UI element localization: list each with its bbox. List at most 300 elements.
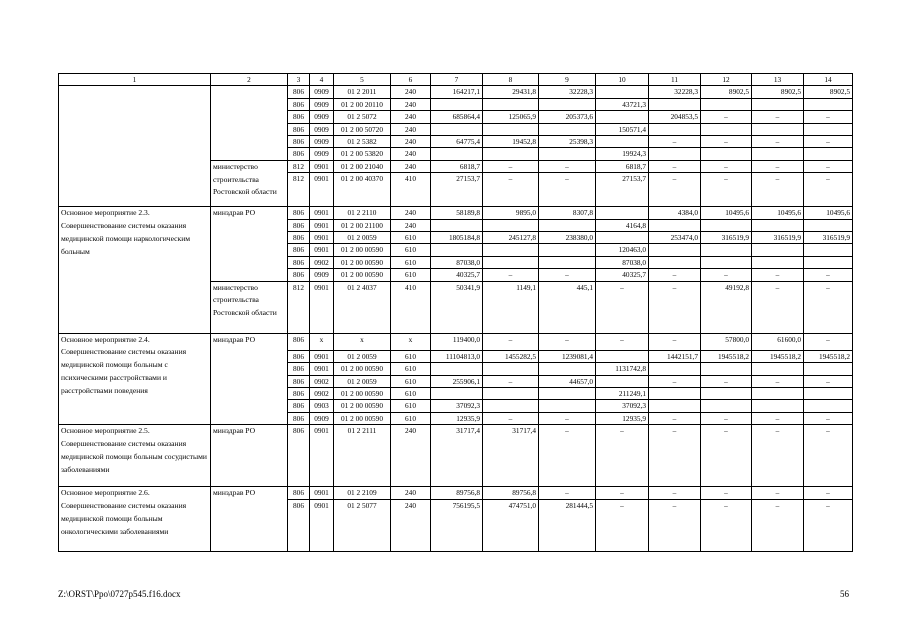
cell-year-2020 [804, 148, 853, 160]
cell-year-2014: 9895,0 [483, 207, 539, 219]
cell-csr: 01 2 5077 [334, 499, 391, 551]
header-cell-year-2014: 8 [483, 74, 539, 86]
cell-year-2017 [649, 387, 701, 399]
cell-year-2020: – [804, 499, 853, 551]
footer-file-path: Z:\ORST\Ppo\0727p545.f16.docx [58, 589, 181, 599]
cell-rzpr: 0909 [310, 412, 334, 424]
cell-year-2017 [649, 98, 701, 110]
cell-year-2020: – [804, 425, 853, 487]
cell-year-2017: 253474,0 [649, 232, 701, 244]
cell-year-2018: 1945518,2 [701, 350, 752, 362]
cell-vr: 240 [391, 136, 431, 148]
cell-year-2014: 474751,0 [483, 499, 539, 551]
cell-total [431, 98, 483, 110]
cell-year-2014: 89756,8 [483, 487, 539, 499]
cell-year-2019: – [752, 160, 804, 172]
cell-vr: 610 [391, 350, 431, 362]
cell-year-2017: 1442151,7 [649, 350, 701, 362]
cell-year-2016 [596, 207, 649, 219]
cell-year-2020: – [804, 160, 853, 172]
cell-grbs: 806 [288, 219, 310, 231]
cell-vr: 610 [391, 232, 431, 244]
activity-name-cell: Основное мероприятие 2.6. Совершенствование системы оказания медицинской помощи больным онкологическими заболеваниями [59, 487, 211, 551]
cell-year-2014: 31717,4 [483, 425, 539, 487]
executor-cell: министерство строительства Ростовской области [211, 160, 288, 206]
header-cell-csr: 5 [334, 74, 391, 86]
cell-year-2019 [752, 387, 804, 399]
cell-year-2017: – [649, 333, 701, 350]
cell-year-2016: – [596, 487, 649, 499]
cell-vr: x [391, 333, 431, 350]
cell-grbs: 812 [288, 173, 310, 207]
cell-year-2019 [752, 98, 804, 110]
cell-grbs: 806 [288, 232, 310, 244]
cell-year-2019 [752, 244, 804, 256]
cell-year-2017: – [649, 173, 701, 207]
cell-total [431, 244, 483, 256]
cell-rzpr: 0902 [310, 375, 334, 387]
cell-csr: 01 2 5382 [334, 136, 391, 148]
cell-year-2016: 12935,9 [596, 412, 649, 424]
cell-year-2017: 32228,3 [649, 86, 701, 98]
cell-year-2016: 1131742,8 [596, 363, 649, 375]
cell-year-2017: 4384,0 [649, 207, 701, 219]
table-row [59, 86, 853, 98]
cell-year-2014: – [483, 173, 539, 207]
cell-year-2015: 8307,8 [539, 207, 596, 219]
cell-year-2017: – [649, 160, 701, 172]
executor-cell: минздрав РО [211, 207, 288, 281]
cell-year-2018: – [701, 111, 752, 123]
cell-total: 27153,7 [431, 173, 483, 207]
cell-year-2016: 87038,0 [596, 256, 649, 268]
cell-year-2018: 316519,9 [701, 232, 752, 244]
cell-year-2015 [539, 363, 596, 375]
cell-year-2015: – [539, 412, 596, 424]
cell-grbs: 806 [288, 148, 310, 160]
cell-grbs: 806 [288, 412, 310, 424]
cell-year-2014 [483, 148, 539, 160]
cell-year-2016: 120463,0 [596, 244, 649, 256]
cell-year-2014: – [483, 412, 539, 424]
cell-year-2019: – [752, 173, 804, 207]
cell-year-2015: 25398,3 [539, 136, 596, 148]
table-row [59, 487, 853, 499]
cell-year-2020 [804, 363, 853, 375]
cell-vr: 240 [391, 98, 431, 110]
cell-year-2018: – [701, 375, 752, 387]
cell-csr: 01 2 00 00590 [334, 256, 391, 268]
cell-vr: 610 [391, 375, 431, 387]
header-cell-grbs: 3 [288, 74, 310, 86]
cell-year-2018 [701, 123, 752, 135]
cell-csr: 01 2 00 00590 [334, 244, 391, 256]
cell-year-2016: 150571,4 [596, 123, 649, 135]
cell-year-2015: 1239081,4 [539, 350, 596, 362]
cell-csr: 01 2 2011 [334, 86, 391, 98]
cell-vr: 240 [391, 487, 431, 499]
cell-year-2018 [701, 244, 752, 256]
cell-total: 255906,1 [431, 375, 483, 387]
cell-year-2015: 44657,0 [539, 375, 596, 387]
executor-cell: минздрав РО [211, 487, 288, 551]
cell-year-2019 [752, 256, 804, 268]
cell-year-2017: – [649, 269, 701, 281]
cell-vr: 610 [391, 244, 431, 256]
cell-year-2019: 10495,6 [752, 207, 804, 219]
cell-rzpr: 0901 [310, 207, 334, 219]
cell-total: 685864,4 [431, 111, 483, 123]
cell-grbs: 806 [288, 207, 310, 219]
cell-year-2018: – [701, 269, 752, 281]
table-row [59, 333, 853, 350]
cell-year-2014 [483, 387, 539, 399]
cell-rzpr: 0903 [310, 400, 334, 412]
cell-rzpr: 0901 [310, 160, 334, 172]
executor-cell: минздрав РО [211, 333, 288, 424]
cell-year-2016: 4164,8 [596, 219, 649, 231]
cell-rzpr: 0909 [310, 86, 334, 98]
table-row [59, 207, 853, 219]
cell-year-2019 [752, 148, 804, 160]
cell-vr: 240 [391, 111, 431, 123]
cell-total: 37092,3 [431, 400, 483, 412]
cell-year-2018: 57800,0 [701, 333, 752, 350]
cell-csr: 01 2 00 21040 [334, 160, 391, 172]
cell-year-2016: 211249,1 [596, 387, 649, 399]
cell-year-2017: 204853,5 [649, 111, 701, 123]
cell-year-2018: 10495,6 [701, 207, 752, 219]
activity-name-cell: Основное мероприятие 2.5. Совершенствование системы оказания медицинской помощи больным сосудистыми заболеваниями [59, 425, 211, 487]
cell-csr: 01 2 2109 [334, 487, 391, 499]
cell-grbs: 806 [288, 363, 310, 375]
cell-year-2015 [539, 148, 596, 160]
cell-total [431, 148, 483, 160]
cell-csr: 01 2 00 50720 [334, 123, 391, 135]
cell-year-2016: 40325,7 [596, 269, 649, 281]
cell-csr: x [334, 333, 391, 350]
cell-vr: 410 [391, 173, 431, 207]
cell-total [431, 387, 483, 399]
cell-vr: 240 [391, 207, 431, 219]
cell-csr: 01 2 00 00590 [334, 412, 391, 424]
cell-total: 756195,5 [431, 499, 483, 551]
cell-total: 6818,7 [431, 160, 483, 172]
cell-year-2018 [701, 148, 752, 160]
header-cell-year-2020: 14 [804, 74, 853, 86]
cell-year-2014 [483, 244, 539, 256]
cell-grbs: 806 [288, 375, 310, 387]
cell-csr: 01 2 0059 [334, 375, 391, 387]
cell-year-2015 [539, 256, 596, 268]
cell-year-2016: 37092,3 [596, 400, 649, 412]
cell-year-2015: – [539, 333, 596, 350]
cell-grbs: 812 [288, 160, 310, 172]
cell-year-2014: – [483, 333, 539, 350]
cell-year-2015: – [539, 425, 596, 487]
cell-year-2016 [596, 136, 649, 148]
cell-year-2018 [701, 363, 752, 375]
cell-year-2019 [752, 123, 804, 135]
cell-csr: 01 2 00 00590 [334, 387, 391, 399]
cell-year-2015 [539, 400, 596, 412]
cell-csr: 01 2 00 21100 [334, 219, 391, 231]
activity-name-cell: Основное мероприятие 2.3. Совершенствование системы оказания медицинской помощи наркологическим больным [59, 207, 211, 333]
cell-year-2018: 8902,5 [701, 86, 752, 98]
cell-year-2017: – [649, 499, 701, 551]
cell-year-2017: – [649, 375, 701, 387]
cell-grbs: 806 [288, 333, 310, 350]
executor-cell: минздрав РО [211, 425, 288, 487]
cell-year-2015: 445,1 [539, 281, 596, 333]
cell-rzpr: 0909 [310, 111, 334, 123]
cell-total: 1805184,8 [431, 232, 483, 244]
cell-rzpr: 0901 [310, 363, 334, 375]
cell-year-2020 [804, 123, 853, 135]
cell-year-2014 [483, 219, 539, 231]
cell-rzpr: 0909 [310, 123, 334, 135]
cell-vr: 240 [391, 499, 431, 551]
cell-year-2020 [804, 244, 853, 256]
cell-grbs: 806 [288, 499, 310, 551]
cell-year-2015 [539, 98, 596, 110]
cell-year-2020 [804, 400, 853, 412]
cell-csr: 01 2 2111 [334, 425, 391, 487]
cell-year-2020: – [804, 412, 853, 424]
cell-year-2019 [752, 400, 804, 412]
cell-year-2016: – [596, 333, 649, 350]
header-cell-year-2019: 13 [752, 74, 804, 86]
cell-year-2020: 8902,5 [804, 86, 853, 98]
header-cell-program-name: 1 [59, 74, 211, 86]
cell-total: 119400,0 [431, 333, 483, 350]
cell-year-2015: – [539, 487, 596, 499]
cell-year-2014: 1455282,5 [483, 350, 539, 362]
cell-grbs: 806 [288, 487, 310, 499]
cell-grbs: 806 [288, 111, 310, 123]
cell-year-2015 [539, 387, 596, 399]
cell-year-2018: – [701, 160, 752, 172]
cell-vr: 610 [391, 363, 431, 375]
header-cell-year-2015: 9 [539, 74, 596, 86]
cell-rzpr: 0901 [310, 232, 334, 244]
header-cell-year-2016: 10 [596, 74, 649, 86]
cell-total: 50341,9 [431, 281, 483, 333]
cell-year-2020 [804, 98, 853, 110]
cell-csr: 01 2 5072 [334, 111, 391, 123]
cell-csr: 01 2 00 53820 [334, 148, 391, 160]
cell-year-2014 [483, 363, 539, 375]
cell-year-2018: – [701, 136, 752, 148]
cell-year-2014 [483, 400, 539, 412]
cell-year-2018: – [701, 173, 752, 207]
cell-grbs: 806 [288, 350, 310, 362]
cell-rzpr: 0901 [310, 499, 334, 551]
cell-year-2017: – [649, 487, 701, 499]
header-cell-vr: 6 [391, 74, 431, 86]
cell-total [431, 123, 483, 135]
cell-grbs: 806 [288, 123, 310, 135]
cell-year-2015: – [539, 173, 596, 207]
cell-rzpr: 0901 [310, 350, 334, 362]
cell-year-2015: 238380,0 [539, 232, 596, 244]
cell-grbs: 806 [288, 244, 310, 256]
cell-year-2019: 61600,0 [752, 333, 804, 350]
cell-total [431, 219, 483, 231]
cell-year-2020 [804, 387, 853, 399]
cell-year-2017 [649, 400, 701, 412]
cell-year-2014: – [483, 269, 539, 281]
cell-grbs: 806 [288, 269, 310, 281]
cell-year-2019: 8902,5 [752, 86, 804, 98]
cell-grbs: 806 [288, 400, 310, 412]
cell-vr: 240 [391, 425, 431, 487]
cell-grbs: 806 [288, 387, 310, 399]
cell-year-2018: – [701, 499, 752, 551]
header-row [59, 74, 853, 86]
cell-total: 11104813,0 [431, 350, 483, 362]
cell-year-2019: 1945518,2 [752, 350, 804, 362]
cell-vr: 240 [391, 160, 431, 172]
cell-year-2015: 32228,3 [539, 86, 596, 98]
cell-year-2017: – [649, 425, 701, 487]
cell-year-2020: – [804, 136, 853, 148]
cell-total: 12935,9 [431, 412, 483, 424]
cell-year-2017 [649, 219, 701, 231]
cell-year-2016: – [596, 425, 649, 487]
cell-csr: 01 2 0059 [334, 232, 391, 244]
cell-grbs: 806 [288, 425, 310, 487]
cell-year-2019: – [752, 412, 804, 424]
cell-csr: 01 2 2110 [334, 207, 391, 219]
header-cell-year-2017: 11 [649, 74, 701, 86]
cell-year-2020: – [804, 281, 853, 333]
cell-year-2020: – [804, 333, 853, 350]
cell-csr: 01 2 00 40370 [334, 173, 391, 207]
executor-cell [211, 86, 288, 160]
cell-vr: 240 [391, 148, 431, 160]
cell-year-2017 [649, 256, 701, 268]
cell-year-2020: 10495,6 [804, 207, 853, 219]
cell-vr: 240 [391, 86, 431, 98]
cell-csr: 01 2 00 00590 [334, 400, 391, 412]
cell-year-2014 [483, 123, 539, 135]
cell-total: 40325,7 [431, 269, 483, 281]
header-cell-year-2018: 12 [701, 74, 752, 86]
cell-year-2016: 19924,3 [596, 148, 649, 160]
cell-year-2017 [649, 244, 701, 256]
cell-year-2018: – [701, 425, 752, 487]
cell-year-2015: 205373,6 [539, 111, 596, 123]
cell-year-2020: 1945518,2 [804, 350, 853, 362]
cell-year-2016: 43721,3 [596, 98, 649, 110]
cell-year-2016 [596, 375, 649, 387]
cell-vr: 610 [391, 269, 431, 281]
cell-rzpr: 0902 [310, 387, 334, 399]
executor-cell: министерство строительства Ростовской области [211, 281, 288, 333]
cell-year-2019 [752, 219, 804, 231]
cell-year-2016: 27153,7 [596, 173, 649, 207]
cell-year-2020: 316519,9 [804, 232, 853, 244]
cell-total: 58189,8 [431, 207, 483, 219]
cell-year-2020: – [804, 487, 853, 499]
cell-year-2017 [649, 123, 701, 135]
cell-rzpr: 0901 [310, 487, 334, 499]
cell-rzpr: 0909 [310, 136, 334, 148]
cell-total: 87038,0 [431, 256, 483, 268]
cell-year-2016 [596, 111, 649, 123]
header-cell-executor: 2 [211, 74, 288, 86]
cell-grbs: 812 [288, 281, 310, 333]
cell-year-2019: – [752, 375, 804, 387]
cell-total: 89756,8 [431, 487, 483, 499]
cell-grbs: 806 [288, 98, 310, 110]
cell-year-2017: – [649, 136, 701, 148]
cell-total: 64775,4 [431, 136, 483, 148]
cell-rzpr: 0909 [310, 269, 334, 281]
cell-year-2020: – [804, 269, 853, 281]
cell-vr: 240 [391, 219, 431, 231]
footer-page-number: 56 [840, 589, 849, 599]
cell-year-2019: – [752, 425, 804, 487]
cell-year-2019: – [752, 136, 804, 148]
cell-rzpr: 0901 [310, 281, 334, 333]
cell-vr: 610 [391, 387, 431, 399]
cell-csr: 01 2 00 20110 [334, 98, 391, 110]
cell-year-2018 [701, 400, 752, 412]
cell-rzpr: 0901 [310, 425, 334, 487]
header-cell-total: 7 [431, 74, 483, 86]
cell-year-2020: – [804, 173, 853, 207]
cell-vr: 410 [391, 281, 431, 333]
cell-total: 31717,4 [431, 425, 483, 487]
cell-year-2015 [539, 219, 596, 231]
cell-vr: 610 [391, 412, 431, 424]
cell-year-2018: – [701, 487, 752, 499]
header-cell-rzpr: 4 [310, 74, 334, 86]
cell-year-2018 [701, 256, 752, 268]
cell-year-2018 [701, 98, 752, 110]
cell-year-2014: 19452,8 [483, 136, 539, 148]
cell-year-2018: 49192,8 [701, 281, 752, 333]
cell-year-2016 [596, 86, 649, 98]
cell-year-2016 [596, 350, 649, 362]
cell-year-2018 [701, 219, 752, 231]
cell-rzpr: x [310, 333, 334, 350]
cell-total [431, 363, 483, 375]
cell-csr: 01 2 00 00590 [334, 269, 391, 281]
cell-vr: 240 [391, 123, 431, 135]
cell-year-2018 [701, 387, 752, 399]
cell-year-2020: – [804, 375, 853, 387]
activity-name-cell: Основное мероприятие 2.4. Совершенствование системы оказания медицинской помощи больным с психическими расстройствами и расстройствами поведения [59, 333, 211, 424]
cell-year-2020: – [804, 111, 853, 123]
cell-year-2019: – [752, 499, 804, 551]
cell-year-2016 [596, 232, 649, 244]
cell-year-2018: – [701, 412, 752, 424]
cell-year-2015: 281444,5 [539, 499, 596, 551]
cell-grbs: 806 [288, 256, 310, 268]
cell-year-2015: – [539, 269, 596, 281]
cell-year-2016: – [596, 499, 649, 551]
cell-year-2015 [539, 123, 596, 135]
table-row [59, 425, 853, 487]
cell-vr: 610 [391, 256, 431, 268]
cell-rzpr: 0901 [310, 219, 334, 231]
cell-year-2017 [649, 363, 701, 375]
cell-year-2014: 29431,8 [483, 86, 539, 98]
cell-year-2017 [649, 148, 701, 160]
